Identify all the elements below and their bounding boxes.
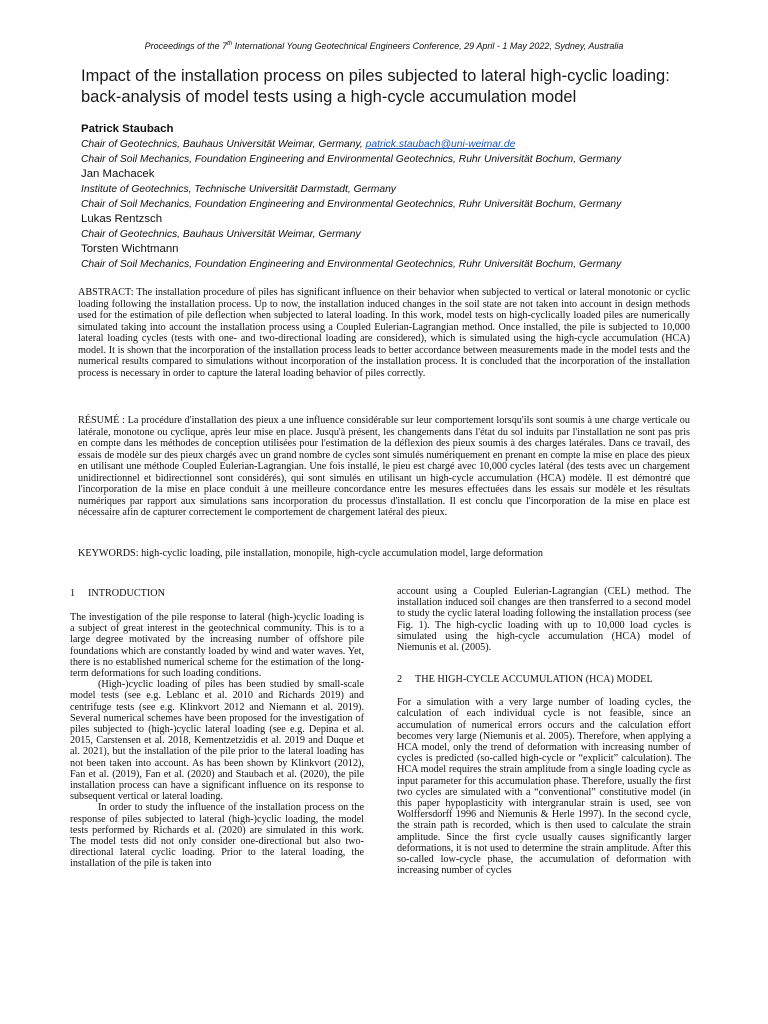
affiliation-text: Chair of Geotechnics, Bauhaus Universität Weimar, Germany, bbox=[81, 139, 366, 150]
proceedings-text-start: Proceedings of the 7 bbox=[144, 41, 228, 51]
paper-title: Impact of the installation process on piles subjected to lateral high-cyclic loading: back-analysis of model tests using a high-cycle accumulation model bbox=[81, 67, 670, 106]
proceedings-superscript: th bbox=[227, 41, 233, 47]
section-title: THE HIGH-CYCLE ACCUMULATION (HCA) MODEL bbox=[415, 674, 653, 686]
body-paragraph: In order to study the influence of the installation process on the response of piles subjected to lateral (high-)cyclic loading, the model tests performed by Richards et al. (2020) are simulated in this work. The model tests did not only consider one-directional but also two-directional lateral cyclic loading. Prior to the lateral loading, the installation of the pile is taken into bbox=[70, 802, 364, 870]
author-email-link[interactable]: patrick.staubach@uni-weimar.de bbox=[365, 139, 516, 150]
body-paragraph: account using a Coupled Eulerian-Lagrangian (CEL) method. The installation induced soil changes are then transferred to a second model to study the cyclic lateral loading following the installation process (see Fig. 1). The high-cyclic loading with up to 10,000 load cycles is simulated using the high-cycle accumulation (HCA) model of Niemunis et al. (2005). bbox=[397, 586, 691, 654]
abstract-english: ABSTRACT: The installation procedure of piles has significant influence on their behavior when subjected to vertical or lateral monotonic or cyclic loading following the installation process. Up to now, the installation induced changes in the soil state are not taken into account in design methods used for the estimation of pile deflection when subjected to lateral loading. In this work, model tests on high-cyclically loaded piles are numerically simulated taking into account the installation process using a Coupled Eulerian-Lagrangian method. Once installed, the pile is subjected to 10,000 lateral loading cycles (tests with one- and two-directional loading are considered), which is simulated using the high-cycle accumulation (HCA) model. It is shown that the incorporation of the installation process leads to better accordance between measurements made in the model tests and the numerical results compared to simulations without incorporation of the installation process. It is concluded that the incorporation of the installation process is necessary in order to capture the lateral loading behavior of piles correctly. bbox=[78, 287, 690, 379]
body-paragraph: (High-)cyclic loading of piles has been studied by small-scale model tests (see e.g. Leblanc et al. 2010 and Richards 2019) and centrifuge tests (see e.g. Klinkvort 2012 and Niemann et al. 2019). Several numerical schemes have been proposed for the investigation of piles subjected to (high-)cyclic lateral loading (see e.g. Depina et al. 2015, Carstensen et al. 2018, Kementzetzidis et al. 2019 and Duque et al. 2021), but the installation of the pile prior to the lateral loading has not been taken into account. As has been shown by Klinkvort (2012), Fan et al. (2019), Fan et al. (2020) and Staubach et al. (2020), the pile installation process can have a significant influence on its response to subsequent vertical or lateral loading. bbox=[70, 679, 364, 803]
author-affiliation: Chair of Soil Mechanics, Foundation Engineering and Environmental Geotechnics, Ruhr Universität Bochum, Germany bbox=[81, 199, 622, 210]
author-affiliation bbox=[81, 137, 721, 152]
author-affiliation: Chair of Geotechnics, Bauhaus Universität Weimar, Germany bbox=[81, 229, 361, 240]
proceedings-text-end: International Young Geotechnical Engineers Conference, 29 April - 1 May 2022, Sydney, Australia bbox=[232, 41, 624, 51]
author-affiliation: Institute of Geotechnics, Technische Universität Darmstadt, Germany bbox=[81, 184, 396, 195]
section-number: 2 bbox=[397, 674, 403, 686]
body-paragraph: For a simulation with a very large number of loading cycles, the calculation of each individual cycle is not feasible, since an accumulation of numerical errors occurs and the calculation effort becomes very large (Niemunis et al. 2005). Therefore, when applying a HCA model, only the trend of deformation with increasing number of cycles is predicted (so-called high-cycle or “explicit” calculation). The HCA model requires the strain amplitude from a single loading cycle as input parameter for this accumulation phase. Therefore, usually the first two cycles are simulated with a “conventional” constitutive model (in this paper hypoplasticity with intergranular strain is used, see von Wolffersdorff 1996 and Niemunis & Herle 1997). In the second cycle, the strain path is recorded, which is then used to calculate the strain amplitude. Since the first cycle usually causes significantly larger deformations, it is not used to determine the strain amplitude. After this so-called low-cycle phase, the accumulation of deformation with increasing number of cycles bbox=[397, 697, 691, 877]
section-heading bbox=[397, 674, 691, 686]
author-block bbox=[81, 122, 721, 272]
body-paragraph: The investigation of the pile response to lateral (high-)cyclic loading is a subject of great interest in the geotechnical community. This is to a large degree motivated by the increasing number of offshore pile foundations which are constantly loaded by wind and water waves. Yet, there is no established numerical scheme for the estimation of the long-term deformations for such loading conditions. bbox=[70, 612, 364, 680]
author-name: Lukas Rentzsch bbox=[81, 213, 163, 225]
author-name: Torsten Wichtmann bbox=[81, 243, 179, 255]
author-name: Patrick Staubach bbox=[81, 123, 174, 135]
keywords: KEYWORDS: high-cyclic loading, pile installation, monopile, high-cycle accumulation model, large deformation bbox=[78, 548, 543, 559]
section-number: 1 bbox=[70, 588, 76, 599]
abstract-french: RÉSUMÉ : La procédure d'installation des pieux a une influence considérable sur leur comportement lorsqu'ils sont soumis à une charge verticale ou latérale, monotone ou cyclique, après leur mise en place. Jusqu'à présent, les changements dans l'état du sol induits par l'installation ne sont pas pris en compte dans les méthodes de conception utilisées pour l'estimation de la déflexion des pieux soumis à des charges latérales. Dans ce travail, des essais de modèle sur des pieux chargés avec un grand nombre de cycles sont simulés numériquement en prenant en compte la mise en place des pieux en utilisant une méthode Coupled Eulerian-Lagrangian. Une fois installé, le pieu est chargé avec 10,000 cycles latéral (des tests avec un chargement unidirectionnel et bidirectionnel sont considérés), qui sont simulés en utilisant un high-cycle accumulation (HCA) modèle. Il est démontré que l'incorporation de la mise en place conduit à une meilleure concordance entre les mesures effectuées dans les essais sur modèle et les résultats numériques par rapport aux simulations sans incorporation du processus d'installation. Il est conclu que l'incorporation de la mise en place est nécessaire afin de capturer correctement le comportement de chargement latéral des pieux. bbox=[78, 415, 690, 518]
author-affiliation: Chair of Soil Mechanics, Foundation Engineering and Environmental Geotechnics, Ruhr Universität Bochum, Germany bbox=[81, 154, 622, 165]
author-name: Jan Machacek bbox=[81, 168, 155, 180]
section-title: INTRODUCTION bbox=[88, 588, 165, 599]
section-heading bbox=[70, 588, 364, 600]
left-column bbox=[70, 588, 364, 870]
author-affiliation: Chair of Soil Mechanics, Foundation Engineering and Environmental Geotechnics, Ruhr Universität Bochum, Germany bbox=[81, 259, 622, 270]
right-column bbox=[397, 586, 691, 876]
proceedings-header bbox=[0, 41, 768, 51]
